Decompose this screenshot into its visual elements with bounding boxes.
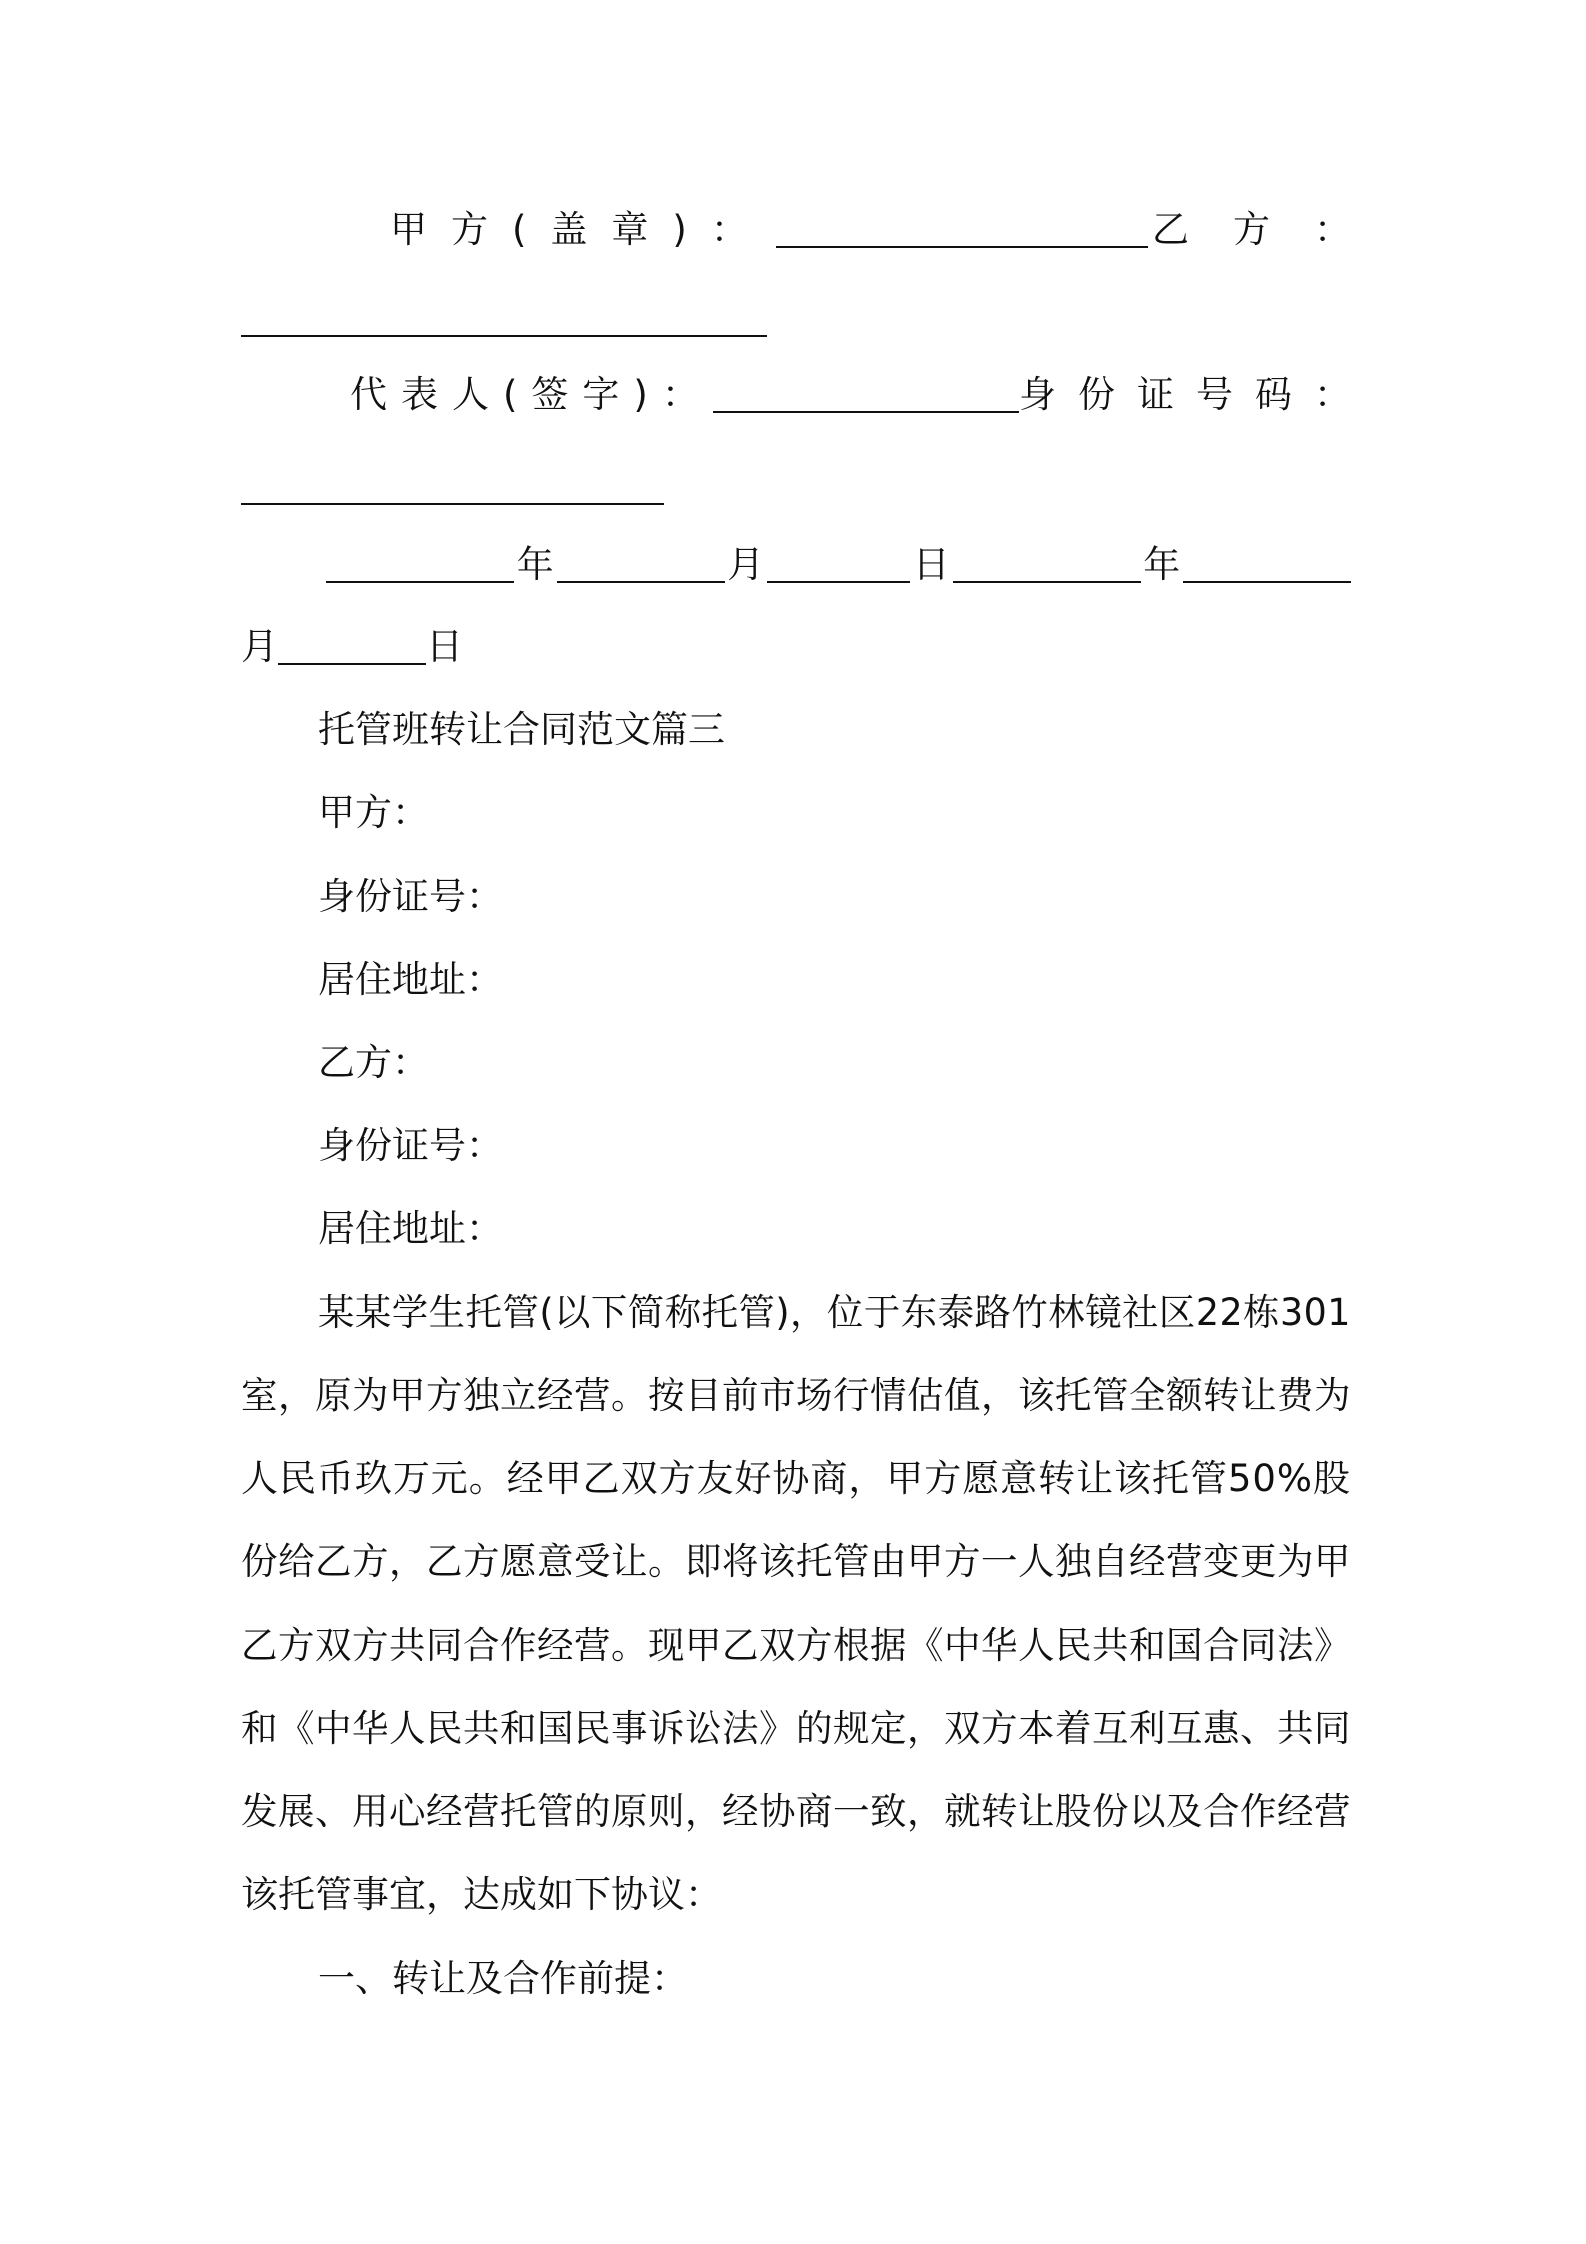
field-party-b: 乙方： [318,1041,429,1084]
paragraph-line-text: 室，原为甲方独立经营。按目前市场行情估值，该托管全额转让费为 [241,1374,1352,1417]
date-a-year-blank [326,547,514,583]
field-address-b: 居住地址： [318,1207,503,1250]
party-a-stamp-blank [776,212,1148,248]
id-number-blank [241,469,664,505]
date-b-year-blank [953,547,1141,583]
paragraph-line [241,1371,1351,1421]
date-a-month-label: 月 [727,543,765,586]
clause-1-heading: 一、转让及合作前提： [318,1957,688,2000]
date-b-day-label: 日 [426,625,463,668]
signature-line-party-b-blank [241,300,767,350]
date-a-month-blank [557,547,725,583]
date-a-day-blank [767,547,910,583]
signature-line-representative [350,370,1373,420]
paragraph-line [241,1787,1351,1837]
field-id-a: 身份证号： [318,875,503,918]
paragraph-line-text: 某某学生托管(以下简称托管)，位于东泰路竹林镜社区22栋301 [318,1291,1351,1334]
party-a-stamp-label: 甲方(盖章)： [390,208,772,251]
paragraph-line-text: 乙方双方共同合作经营。现甲乙双方根据《中华人民共和国合同法》 [241,1624,1352,1667]
representative-sign-label: 代表人(签字)： [350,373,713,416]
date-b-month-blank [1183,547,1351,583]
date-a-day-label: 日 [912,543,950,586]
paragraph-line [241,1537,1351,1587]
date-b-day-blank [278,629,426,665]
paragraph-line-text: 和《中华人民共和国民事诉讼法》的规定，双方本着互利互惠、共同 [241,1707,1352,1750]
party-b-label: 乙方： [1152,208,1395,251]
paragraph-line-text: 人民币玖万元。经甲乙双方友好协商，甲方愿意转让该托管50%股 [241,1457,1352,1500]
date-a-year-label: 年 [516,543,554,586]
party-b-blank [241,301,767,337]
paragraph-line [241,1704,1351,1754]
paragraph-line [318,1288,1351,1338]
paragraph-line [241,1870,1351,1920]
paragraph-line-text: 发展、用心经营托管的原则，经协商一致，就转让股份以及合作经营 [241,1790,1352,1833]
date-b-year-label: 年 [1143,543,1181,586]
paragraph-line [241,1621,1351,1671]
field-id-b: 身份证号： [318,1124,503,1167]
section-title: 托管班转让合同范文篇三 [318,708,725,751]
field-party-a: 甲方： [318,791,429,834]
representative-sign-blank [713,377,1019,413]
field-address-a: 居住地址： [318,958,503,1001]
date-b-month-label: 月 [241,625,278,668]
signature-line-parties [390,205,1395,255]
id-number-label: 身份证号码： [1019,373,1373,416]
paragraph-line-text: 份给乙方，乙方愿意受让。即将该托管由甲方一人独自经营变更为甲 [241,1540,1352,1583]
paragraph-line [241,1454,1351,1504]
signature-line-dates [326,540,1351,590]
paragraph-line-text: 该托管事宜，达成如下协议： [241,1873,722,1916]
signature-line-id-blank [241,468,664,518]
signature-line-dates-continued [241,622,463,672]
